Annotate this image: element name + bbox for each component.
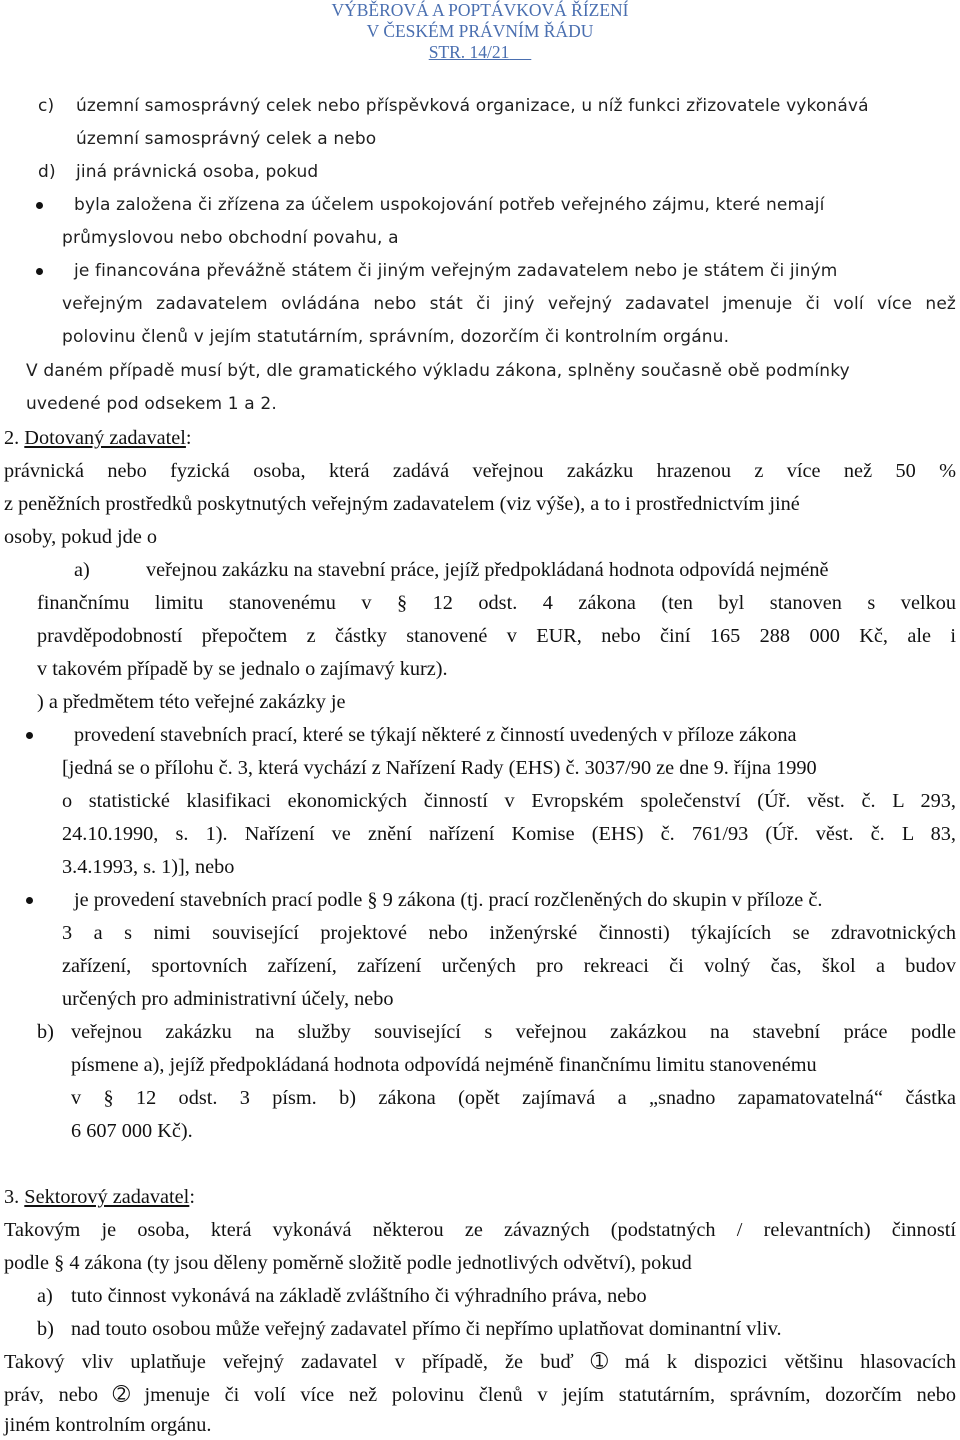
paragraph-line-2: uvedené pod odsekem 1 a 2.	[26, 394, 277, 414]
section-colon: :	[185, 427, 192, 449]
item-b-line-4: 6 607 000 Kč).	[71, 1120, 193, 1142]
bullet-2-line-3: polovinu členů v jejím statutárním, správním, dozorčím či kontrolním orgánu.	[62, 327, 730, 347]
s2-bullet-1-line-1: provedení stavebních prací, které se týkají některé z činností uvedených v příloze zákona	[74, 724, 797, 746]
bullet-icon	[36, 202, 43, 209]
item-a-line-4: v takovém případě by se jednalo o zajímavý kurz).	[37, 658, 448, 680]
bullet-icon	[36, 268, 43, 275]
item-b-line-2: písmene a), jejíž předpokládaná hodnota odpovídá nejméně finančnímu limitu stanovenému	[71, 1054, 817, 1076]
list-label-a: a)	[37, 1285, 53, 1307]
s3-item-b: nad touto osobou může veřejný zadavatel přímo či nepřímo uplatňovat dominantní vliv.	[71, 1318, 782, 1340]
paragraph-line-1: V daném případě musí být, dle gramatického výkladu zákona, splněny současně obě podmínky	[26, 361, 850, 381]
s3-closing-line-3: jiném kontrolním orgánu.	[4, 1414, 212, 1436]
header-title: VÝBĚROVÁ A POPTÁVKOVÁ ŘÍZENÍ	[331, 0, 629, 20]
s2-paragraph-line-2: z peněžních prostředků poskytnutých veřejným zadavatelem (viz výše), a to i prostřednictvím jiné	[4, 493, 800, 515]
s3-paragraph-line-1: Takovým je osoba, která vykonává některou ze závazných (podstatných / relevantních) činností	[4, 1219, 956, 1241]
bullet-1-line-1: byla založena či zřízena za účelem uspokojování potřeb veřejného zájmu, které nemají	[74, 195, 825, 215]
s3-paragraph-line-2: podle § 4 zákona (ty jsou děleny poměrně složitě podle jednotlivých odvětví), pokud	[4, 1252, 692, 1274]
page-number: STR. 14/21	[428, 42, 510, 62]
bullet-1-line-2: průmyslovou nebo obchodní povahu, a	[62, 228, 399, 248]
s2-bullet-1-line-4: 24.10.1990, s. 1). Nařízení ve znění nařízení Komise (EHS) č. 761/93 (Úř. věst. č. L 83,	[62, 823, 956, 845]
section-colon: :	[189, 1186, 195, 1208]
section-title: Dotovaný zadavatel	[24, 427, 186, 449]
item-a-line-5: ) a předmětem této veřejné zakázky je	[37, 691, 346, 713]
s2-bullet-2-line-2: 3 a s nimi související projektové nebo inženýrské činnosti) týkajících se zdravotnických	[62, 922, 956, 944]
list-label-d: d)	[38, 162, 56, 182]
s2-bullet-2-line-1: je provedení stavebních prací podle § 9 zákona (tj. prací rozčleněných do skupin v příloze č.	[74, 889, 823, 911]
section-number: 3.	[4, 1186, 20, 1208]
list-label-a: a)	[74, 559, 90, 581]
item-c-line-2: územní samosprávný celek a nebo	[76, 129, 377, 149]
s2-paragraph-line-1: právnická nebo fyzická osoba, která zadává veřejnou zakázku hrazenou z více než 50 %	[4, 460, 956, 482]
item-d-line-1: jiná právnická osoba, pokud	[76, 162, 319, 182]
item-a-line-1: veřejnou zakázku na stavební práce, jejíž předpokládaná hodnota odpovídá nejméně	[146, 559, 829, 581]
s2-paragraph-line-3: osoby, pokud jde o	[4, 526, 158, 548]
s2-bullet-2-line-4: určených pro administrativní účely, nebo	[62, 988, 394, 1010]
list-label-b: b)	[37, 1021, 54, 1043]
list-label-c: c)	[38, 96, 55, 116]
s3-item-a: tuto činnost vykonává na základě zvláštního či výhradního práva, nebo	[71, 1285, 647, 1307]
s2-bullet-2-line-3: zařízení, sportovních zařízení, zařízení určených pro rekreaci či volný čas, škol a budov	[62, 955, 956, 977]
item-a-line-3: pravděpodobností přepočtem z částky stanovené v EUR, nebo činí 165 288 000 Kč, ale i	[37, 625, 956, 647]
item-a-line-2: finančnímu limitu stanovenému v § 12 odst. 4 zákona (ten byl stanoven s velkou	[37, 592, 956, 614]
section-2-heading	[4, 425, 192, 451]
item-b-line-1: veřejnou zakázku na služby související s veřejnou zakázkou na stavební práce podle	[71, 1021, 956, 1043]
page-header	[0, 0, 960, 63]
item-b-line-3: v § 12 odst. 3 písm. b) zákona (opět zajímavá a „snadno zapamatovatelná“ částka	[71, 1087, 956, 1109]
section-title: Sektorový zadavatel	[24, 1186, 190, 1208]
section-3-heading	[4, 1184, 195, 1210]
s2-bullet-1-line-2: [jedná se o přílohu č. 3, která vychází z Nařízení Rady (EHS) č. 3037/90 ze dne 9. října 1990	[62, 757, 817, 779]
bullet-icon	[26, 897, 33, 904]
s3-closing-line-2: práv, nebo ➁ jmenuje či volí více než polovinu členů v jejím statutárním, správním, dozorčím nebo	[4, 1384, 956, 1406]
s2-bullet-1-line-5: 3.4.1993, s. 1)], nebo	[62, 856, 235, 878]
bullet-2-line-1: je financována převážně státem či jiným veřejným zadavatelem nebo je státem či jiným	[74, 261, 838, 281]
s3-closing-line-1: Takový vliv uplatňuje veřejný zadavatel v případě, že buď ➀ má k dispozici většinu hlasovacích	[4, 1351, 956, 1373]
list-label-b: b)	[37, 1318, 54, 1340]
item-c-line-1: územní samosprávný celek nebo příspěvková organizace, u níž funkci zřizovatele vykonává	[76, 96, 869, 116]
bullet-icon	[26, 732, 33, 739]
header-subtitle: V ČESKÉM PRÁVNÍM ŘÁDU	[366, 21, 594, 41]
s2-bullet-1-line-3: o statistické klasifikaci ekonomických činností v Evropském společenství (Úř. věst. č. L 293,	[62, 790, 956, 812]
bullet-2-line-2: veřejným zadavatelem ovládána nebo stát či jiný veřejný zadavatel jmenuje či volí více než	[62, 294, 956, 314]
section-number: 2.	[4, 427, 20, 449]
